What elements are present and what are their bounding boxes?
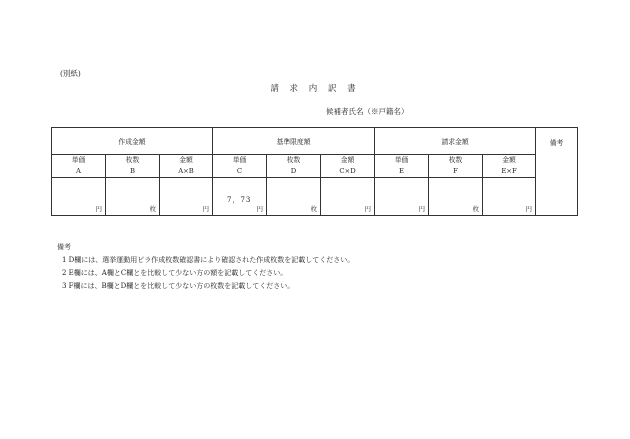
page-title: 請 求 内 訳 書 (270, 84, 360, 94)
unit-label: 枚 (472, 205, 480, 213)
group-header-remarks: 備考 (536, 128, 578, 216)
column-header-cxd (321, 155, 375, 178)
unit-label: 枚 (310, 205, 318, 213)
column-code: D (290, 167, 297, 175)
column-code: B (130, 167, 135, 175)
column-header-b (106, 155, 160, 178)
column-label: 枚数 (448, 156, 463, 164)
unit-label: 円 (418, 205, 426, 213)
notes-heading: 備考 (57, 243, 71, 251)
column-header-e (375, 155, 429, 178)
value-cell-exf[interactable] (483, 178, 536, 216)
column-label: 金額 (502, 156, 516, 164)
column-code: C×D (339, 167, 356, 175)
value-cell-b[interactable] (106, 178, 160, 216)
column-code: A (76, 167, 81, 175)
column-code: E (399, 167, 405, 175)
column-code: C (236, 167, 243, 175)
column-code: F (453, 167, 458, 175)
note-item: 1 D欄には、選挙運動用ビラ作成枚数確認書により確認された作成枚数を記載してください。 (62, 256, 355, 264)
column-header-axb (160, 155, 213, 178)
group-header-created-amount: 作成金額 (52, 128, 213, 155)
group-header-claim-amount: 請求金額 (375, 128, 536, 155)
value-cell-d[interactable] (267, 178, 321, 216)
column-label: 単価 (394, 156, 409, 164)
column-header-exf (483, 155, 536, 178)
value-cell-c[interactable] (213, 178, 267, 216)
value-cell-f[interactable] (429, 178, 483, 216)
column-label: 単価 (71, 156, 86, 164)
column-label: 金額 (179, 156, 193, 164)
unit-label: 円 (202, 205, 210, 213)
column-label: 枚数 (125, 156, 140, 164)
unit-label: 円 (256, 205, 264, 213)
unit-label: 円 (364, 205, 372, 213)
note-item: 3 F欄には、B欄とD欄とを比較して少ない方の枚数を記載してください。 (62, 282, 295, 290)
value-cell-e[interactable] (375, 178, 429, 216)
column-header-a (52, 155, 106, 178)
column-header-c (213, 155, 267, 178)
candidate-name-label: 候補者氏名（※戸籍名） (326, 107, 409, 116)
column-label: 単価 (232, 156, 247, 164)
unit-label: 円 (95, 205, 102, 213)
column-label: 金額 (340, 156, 355, 164)
column-code: E×F (501, 167, 517, 175)
group-header-limit-amount: 基準限度額 (213, 128, 375, 155)
billing-breakdown-table (51, 127, 578, 216)
value-cell-a[interactable] (52, 178, 106, 216)
unit-label: 枚 (149, 205, 156, 213)
note-item: 2 E欄には、A欄とC欄とを比較して少ない方の額を記載してください。 (62, 269, 288, 277)
preset-unit-price: 7，73 (227, 196, 252, 204)
column-label: 枚数 (286, 156, 301, 164)
unit-label: 円 (525, 205, 533, 213)
column-code: A×B (178, 167, 194, 175)
column-header-f (429, 155, 483, 178)
attachment-label: (別紙) (60, 69, 81, 78)
column-header-d (267, 155, 321, 178)
value-cell-cxd[interactable] (321, 178, 375, 216)
value-cell-axb[interactable] (160, 178, 213, 216)
notes-section (57, 241, 354, 293)
